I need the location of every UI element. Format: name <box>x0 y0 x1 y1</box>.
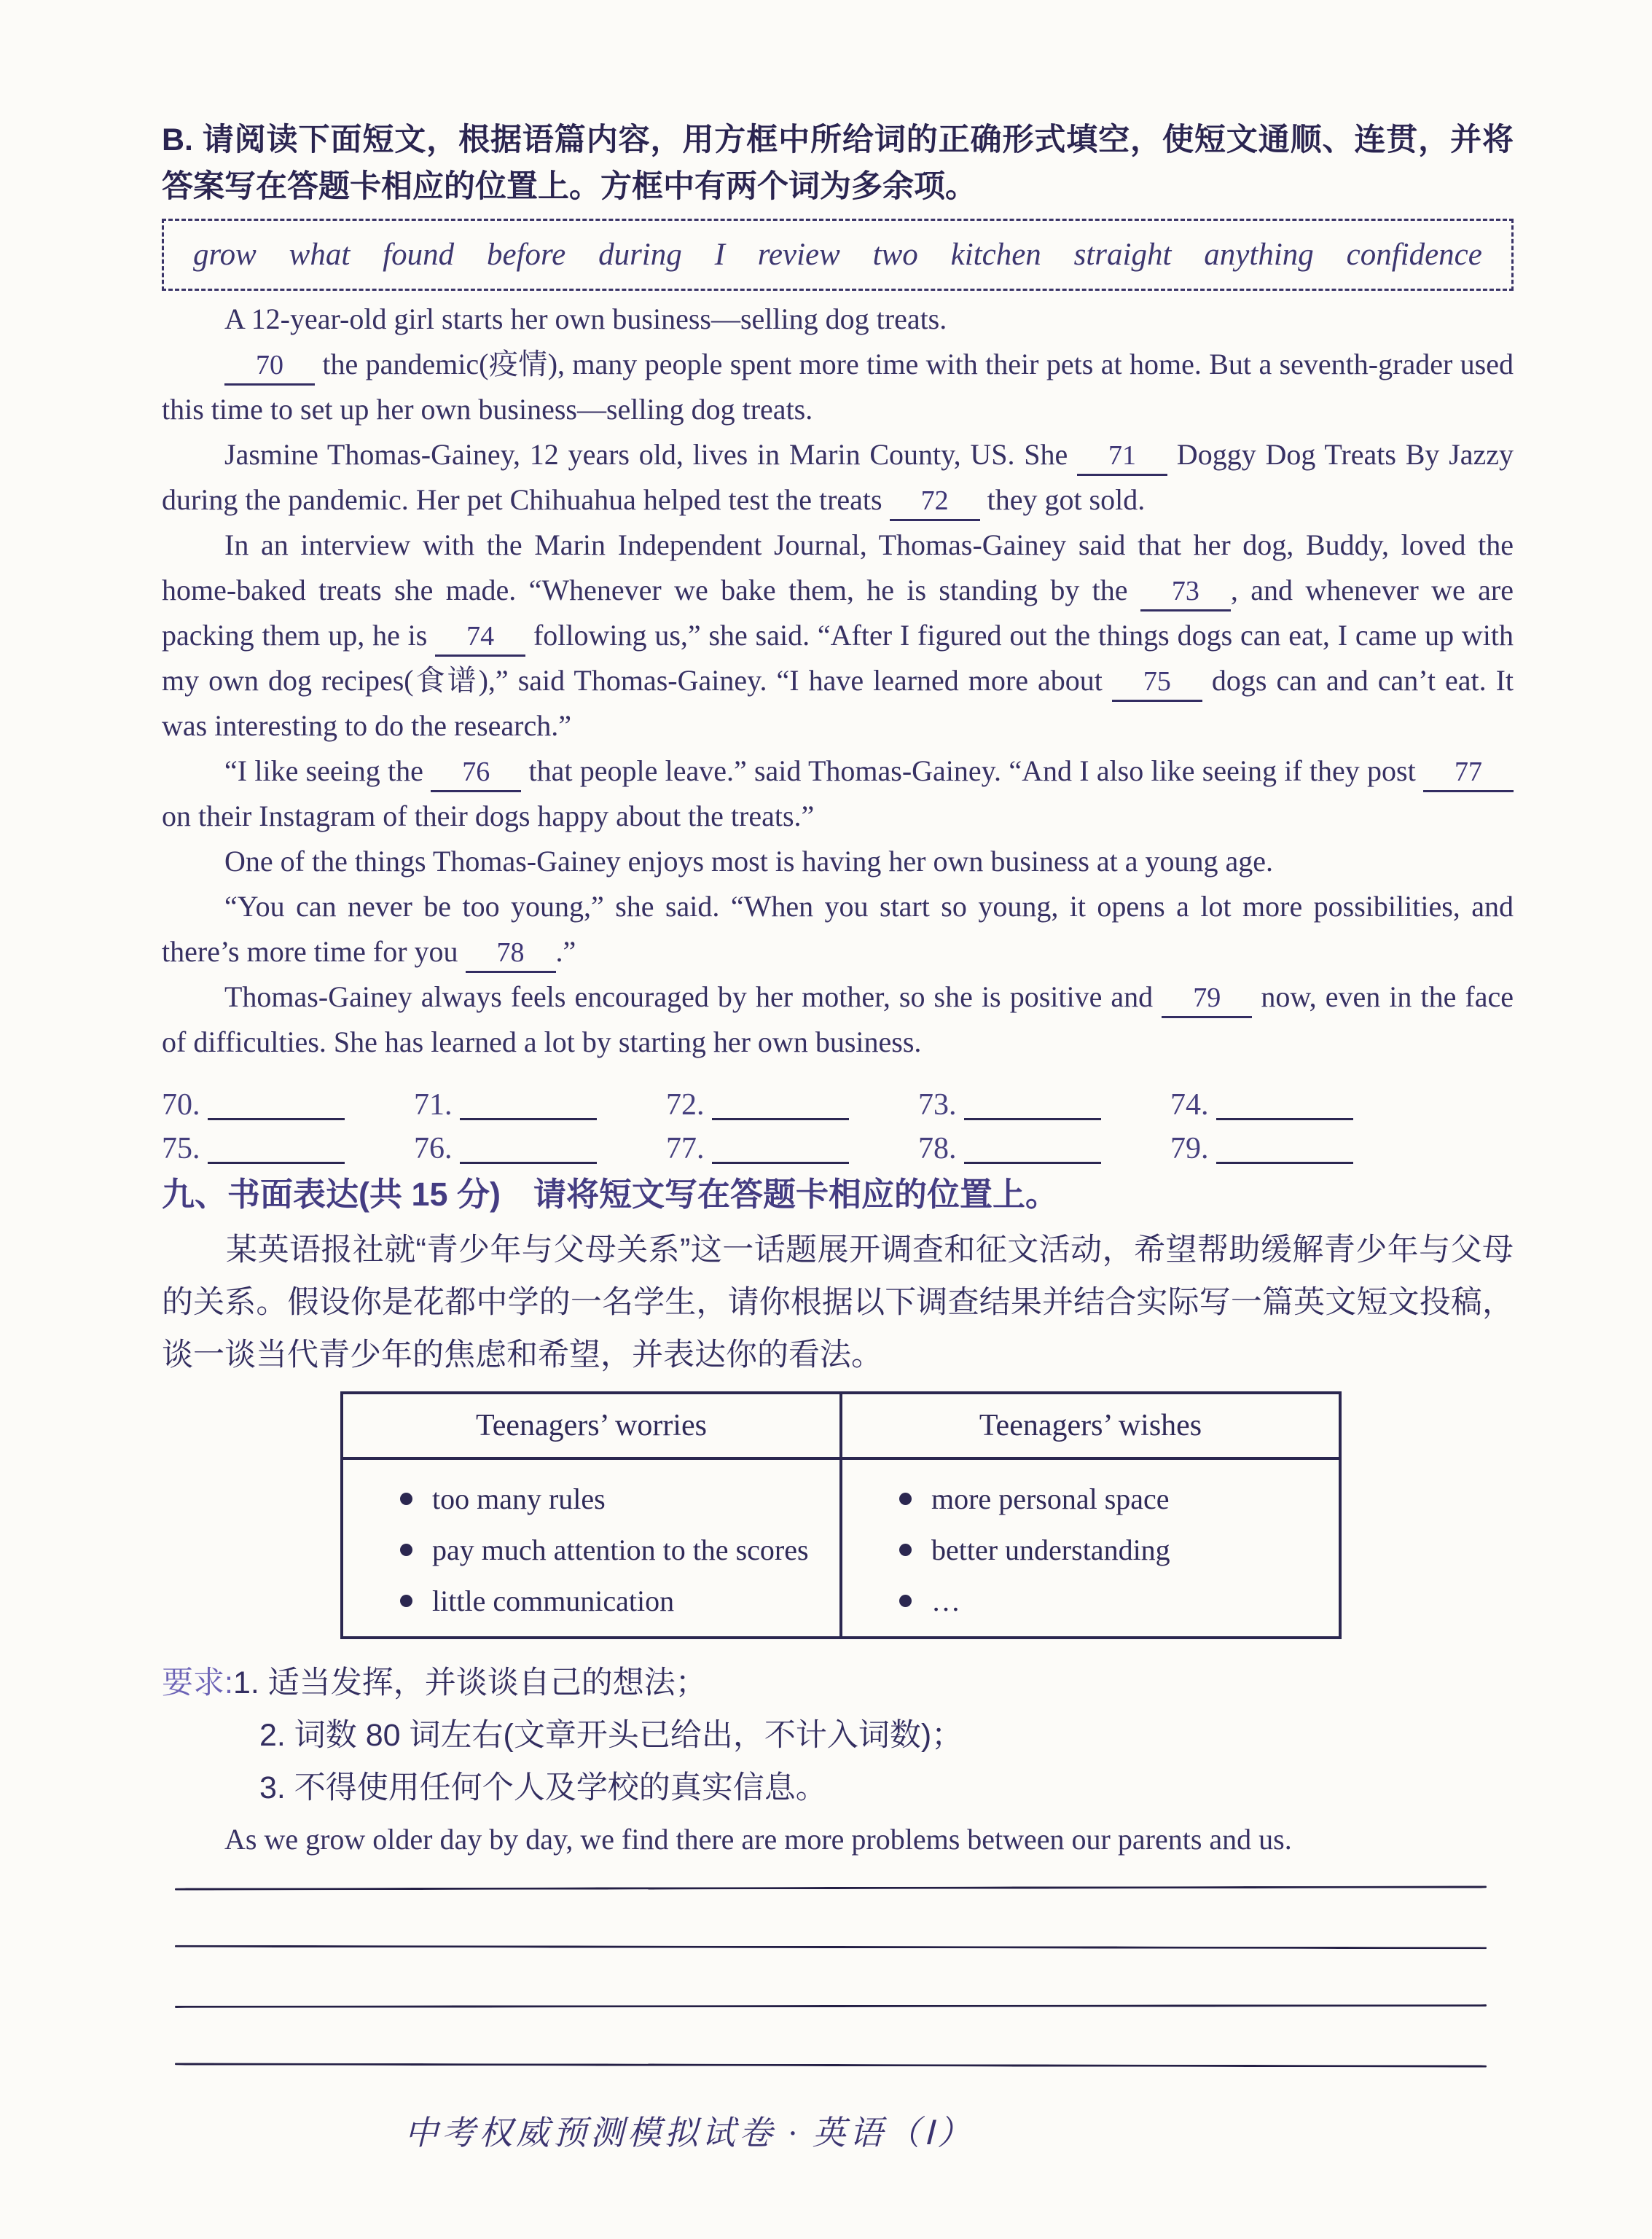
passage-paragraph: “You can never be too young,” she said. “When you start so young, it opens a lot more possibilities, and there’s more time for you 78 .” <box>162 884 1514 974</box>
word-box <box>162 219 1514 291</box>
word-box-word: I <box>714 238 725 272</box>
answer-underline <box>964 1093 1101 1120</box>
wishes-list <box>899 1480 1324 1620</box>
answer-underline <box>208 1093 345 1120</box>
requirements <box>162 1657 1514 1814</box>
passage-paragraph: Jasmine Thomas-Gainey, 12 years old, lives in Marin County, US. She 71 Doggy Dog Treats By Jazzy during the pandemic. Her pet Chihuahua helped test the treats 72 they got sold. <box>162 432 1514 523</box>
answer-row <box>162 1120 1514 1164</box>
section-9 <box>162 1171 1514 2066</box>
answer-blank-76 <box>414 1133 666 1164</box>
word-box-word: found <box>383 238 455 272</box>
fill-blank-79: 79 <box>1162 983 1252 1018</box>
fill-blank-73: 73 <box>1140 577 1231 611</box>
requirement-item: 要求:1. 适当发挥，并谈谈自己的想法； <box>162 1665 707 1700</box>
answer-number: 70. <box>162 1088 200 1122</box>
fill-blank-72: 72 <box>890 486 980 521</box>
wishes-cell <box>841 1458 1340 1638</box>
answer-blank-71 <box>414 1090 666 1120</box>
word-box-word: kitchen <box>950 238 1041 272</box>
answer-number: 77. <box>666 1132 705 1165</box>
answer-underline <box>712 1093 849 1120</box>
answer-number: 75. <box>162 1132 200 1165</box>
passage-paragraph: In an interview with the Marin Independent Journal, Thomas-Gainey said that her dog, Buddy, loved the home-baked treats she made. “Whenever we bake them, he is standing by the 73 , and whenever we are packing them up, he is 74 following us,” she said. “After I figured out the things dogs can eat, I came up with my own dog recipes(食谱),” said Thomas-Gainey. “I have learned more about 75 dogs can and can’t eat. It was interesting to do the research.” <box>162 528 1514 742</box>
answer-underline <box>964 1137 1101 1164</box>
survey-table-header-row <box>342 1393 1340 1458</box>
word-box-word: what <box>289 238 351 272</box>
table-bullet-item: … <box>899 1582 1324 1620</box>
passage-paragraph: A 12-year-old girl starts her own business—selling dog treats. <box>224 302 947 335</box>
answer-underline <box>208 1137 345 1164</box>
worries-list <box>400 1480 825 1620</box>
writing-lines <box>175 1887 1487 2066</box>
requirement-item: 2. 词数 80 词左右(文章开头已给出，不计入词数)； <box>259 1718 963 1753</box>
answer-blank-70 <box>162 1090 414 1120</box>
answer-number: 74. <box>1170 1088 1209 1122</box>
table-bullet-item: little communication <box>400 1582 825 1620</box>
survey-table-body-row <box>342 1458 1340 1638</box>
table-bullet-item: too many rules <box>400 1480 825 1518</box>
answer-number: 72. <box>666 1088 705 1122</box>
writing-prompt: 某英语报社就“青少年与父母关系”这一话题展开调查和征文活动，希望帮助缓解青少年与父母的关系。假设你是花都中学的一名学生，请你根据以下调查结果并结合实际写一篇英文短文投稿，谈一谈当代青少年的焦虑和希望，并表达你的看法。 <box>162 1232 1514 1372</box>
survey-table <box>340 1391 1342 1639</box>
word-box-word: straight <box>1073 238 1172 272</box>
word-box-word: before <box>486 238 566 272</box>
writing-line[interactable] <box>175 2004 1487 2008</box>
word-box-word: confidence <box>1346 238 1482 272</box>
answer-number: 73. <box>918 1088 957 1122</box>
answer-blanks <box>162 1076 1514 1164</box>
answer-blank-77 <box>666 1133 918 1164</box>
answer-underline <box>460 1137 597 1164</box>
passage-paragraph: 70 the pandemic(疫情), many people spent more time with their pets at home. But a seventh-grader used this time to set up her own business—selling dog treats. <box>162 348 1514 426</box>
worries-header: Teenagers’ worries <box>342 1393 841 1458</box>
passage-paragraph: Thomas-Gainey always feels encouraged by her mother, so she is positive and 79 now, even in the face of difficulties. She has learned a lot by starting her own business. <box>162 980 1514 1058</box>
answer-underline <box>712 1137 849 1164</box>
wishes-header: Teenagers’ wishes <box>841 1393 1340 1458</box>
table-bullet-item: pay much attention to the scores <box>400 1531 825 1569</box>
requirements-label: 要求: <box>162 1665 233 1700</box>
answer-number: 71. <box>414 1088 453 1122</box>
fill-blank-75: 75 <box>1112 667 1202 702</box>
section-b <box>162 117 1514 1164</box>
answer-underline <box>1216 1137 1353 1164</box>
page-content <box>162 0 1514 2152</box>
word-box-word: two <box>872 238 918 272</box>
section-9-heading: 九、书面表达(共 15 分) 请将短文写在答题卡相应的位置上。 <box>162 1176 1059 1213</box>
fill-blank-78: 78 <box>466 938 556 973</box>
answer-blank-79 <box>1170 1133 1422 1164</box>
table-bullet-item: more personal space <box>899 1480 1324 1518</box>
writing-line[interactable] <box>175 2063 1487 2067</box>
answer-blank-74 <box>1170 1090 1422 1120</box>
answer-number: 78. <box>918 1132 957 1165</box>
answer-blank-72 <box>666 1090 918 1120</box>
fill-blank-76: 76 <box>431 757 521 792</box>
answer-underline <box>1216 1093 1353 1120</box>
requirement-item: 3. 不得使用任何个人及学校的真实信息。 <box>259 1770 827 1805</box>
fill-blank-74: 74 <box>435 622 525 657</box>
answer-blank-73 <box>918 1090 1170 1120</box>
word-box-word: anything <box>1204 238 1314 272</box>
passage <box>162 297 1514 1065</box>
worries-cell <box>342 1458 841 1638</box>
answer-blank-75 <box>162 1133 414 1164</box>
page-footer: 中考权威预测模拟试卷 · 英语（Ⅰ） <box>404 2114 975 2152</box>
word-box-word: grow <box>193 238 257 272</box>
word-box-word: during <box>598 238 682 272</box>
opening-sentence: As we grow older day by day, we find there are more problems between our parents and us. <box>224 1823 1292 1856</box>
fill-blank-77: 77 <box>1423 757 1514 792</box>
fill-blank-71: 71 <box>1077 441 1167 476</box>
writing-line[interactable] <box>175 1886 1487 1890</box>
answer-underline <box>460 1093 597 1120</box>
answer-row <box>162 1076 1514 1120</box>
table-bullet-item: better understanding <box>899 1531 1324 1569</box>
answer-number: 79. <box>1170 1132 1209 1165</box>
passage-paragraph: One of the things Thomas-Gainey enjoys most is having her own business at a young age. <box>224 845 1274 878</box>
section-b-instructions: B. 请阅读下面短文，根据语篇内容，用方框中所给词的正确形式填空，使短文通顺、连贯，并将答案写在答题卡相应的位置上。方框中有两个词为多余项。 <box>162 122 1514 204</box>
answer-blank-78 <box>918 1133 1170 1164</box>
answer-number: 76. <box>414 1132 453 1165</box>
fill-blank-70: 70 <box>224 351 315 386</box>
writing-line[interactable] <box>175 1945 1487 1950</box>
passage-paragraph: “I like seeing the 76 that people leave.” said Thomas-Gainey. “And I also like seeing if they post 77 on their Instagram of their dogs happy about the treats.” <box>162 749 1514 839</box>
word-box-word: review <box>757 238 840 272</box>
